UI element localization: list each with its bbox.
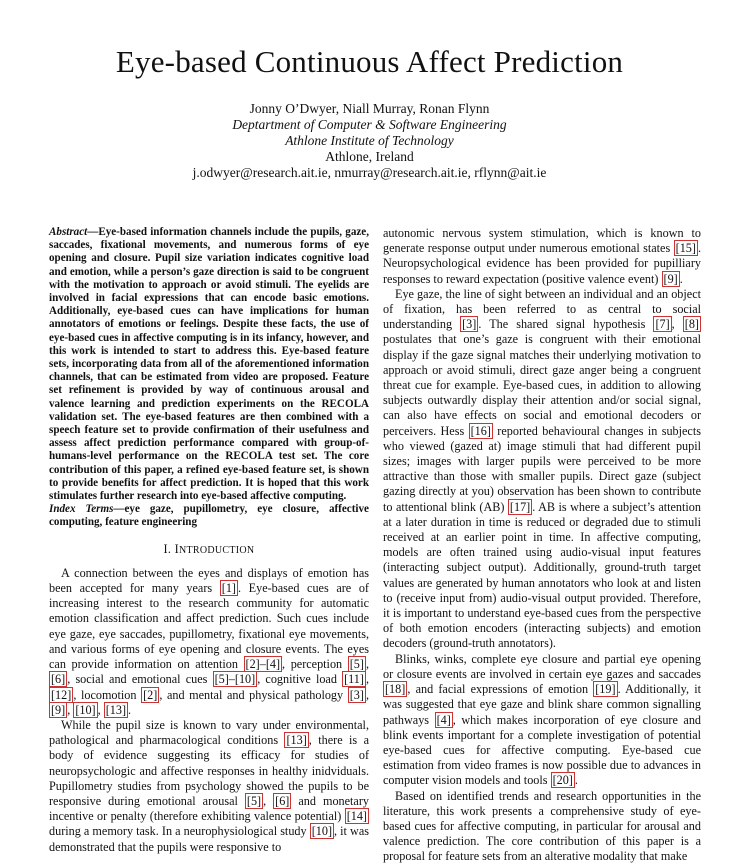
- citation-link[interactable]: [13]: [105, 702, 127, 717]
- paragraph-text: , it was demonstrated that the pupils were responsive to: [49, 824, 369, 854]
- author-emails: j.odwyer@research.ait.ie, nmurray@research.ait.ie, rflynn@ait.ie: [192, 165, 547, 180]
- paragraph-text: Eye gaze, the line of sight between an individual and an object of fixation, has been referred to as central to social understanding: [383, 286, 701, 332]
- paragraph-text: ,: [365, 687, 369, 702]
- citation-link[interactable]: [19]: [595, 682, 616, 697]
- citation-link[interactable]: [2]: [143, 687, 158, 702]
- index-terms-text: —eye gaze, pupillometry, eye closure, affective computing, feature engineering: [49, 503, 369, 529]
- paragraph-text: reported behavioural changes in subjects who viewed (gazed at) image stimuli that had different pupil sizes; images with larger pupils were perceived to be more attractive than those with smaller pupils. Direct gaze (subject gazing directly at you) observation has been shown to contribute to attentional blink (AB): [383, 423, 701, 514]
- paragraph-text: While the pupil size is known to vary under environmental, pathological and pharmacological conditions: [49, 717, 369, 748]
- paragraph-text: . Additionally, it was suggested that eye gaze and blink share common signalling pathways: [383, 682, 701, 727]
- paragraph-text: , which makes incorporation of eye closure and blink events important for a complete investigation of potential eye-based cues for affective computing. Eye-based cue estimation from video frames is now possible due to advances in computer vision models and tools: [383, 712, 702, 788]
- author-department: Deptartment of Computer & Software Engineering: [232, 117, 507, 132]
- paragraph-text: Blinks, winks, complete eye closure and partial eye opening or closure events are involved in certain eye gazes and saccades: [383, 651, 701, 681]
- intro-paragraph-2: [49, 718, 369, 855]
- citation-link[interactable]: [1]: [221, 581, 236, 596]
- intro-paragraph-3: [383, 287, 701, 652]
- intro-paragraph-2-continued: [383, 226, 701, 287]
- citation-link[interactable]: [10]: [75, 702, 96, 717]
- citation-link[interactable]: [15]: [675, 241, 696, 256]
- citation-link[interactable]: [14]: [346, 809, 367, 824]
- abstract-lead: Abstract: [49, 226, 88, 238]
- citation-link[interactable]: [10]: [311, 824, 333, 839]
- paragraph-text: . The shared signal hypothesis: [478, 317, 654, 332]
- section-heading: [49, 542, 369, 558]
- citation-link[interactable]: [4]: [436, 712, 451, 727]
- author-location: Athlone, Ireland: [325, 149, 414, 164]
- paragraph-text: ,: [671, 317, 683, 332]
- citation-link[interactable]: [6]: [275, 793, 290, 808]
- paragraph-text: ,: [67, 702, 74, 717]
- section-rest: NTRODUCTION: [178, 544, 255, 556]
- abstract: [49, 226, 369, 503]
- paragraph-text: . Neuropsychological evidence has been provided for pupilliary responses to reward expectation (positive valence event): [383, 241, 701, 286]
- citation-link[interactable]: [2]–[4]: [245, 657, 281, 672]
- paragraph-text: , and facial expressions of emotion: [407, 682, 594, 697]
- paragraph-text: .: [574, 773, 578, 788]
- author-institute: Athlone Institute of Technology: [285, 133, 454, 148]
- right-column: [383, 226, 701, 865]
- citation-link[interactable]: [9]: [51, 702, 66, 717]
- citation-link[interactable]: [6]: [51, 672, 66, 687]
- paper-title: Eye-based Continuous Affect Prediction: [115, 44, 624, 79]
- abstract-text: —Eye-based information channels include the pupils, gaze, saccades, fixational movements, and numerous forms of eye opening and closure. Pupil size variation indicates cognitive load and emotion, while a person’s gaze direction is said to be congruent with the motivation to approach or avoid stimuli. The eyelids are involved in facial expressions that can encode basic emotions. Additionally, eye-based cues can have implications for human annotators of emotions or feelings. Despite these facts, the use of eye-based cues in affective computing is in its infancy, however, and this work is intended to start to address this. Eye-based feature sets, incorporating data from all of the aforementioned information channels, that can be estimated from video are proposed. Feature set refinement is provided by way of continuous arousal and valence learning and prediction experiments on the RECOLA validation set. The eye-based features are then combined with a speech feature set to provide confirmation of their usefulness and assess affect prediction performance compared with group-of-humans-level performance on the RECOLA test set. The core contribution of this paper, a refined eye-based feature set, is shown to provide benefits for affect prediction. It is hoped that this work stimulates further research into eye-based affective computing.: [49, 226, 369, 503]
- citation-link[interactable]: [17]: [509, 499, 531, 514]
- paragraph-text: ,: [97, 702, 104, 717]
- paragraph-text: , and mental and physical pathology: [159, 687, 348, 702]
- citation-link[interactable]: [5]: [349, 657, 364, 672]
- paragraph-text: .: [128, 702, 132, 717]
- paragraph-text: , perception: [282, 657, 348, 672]
- citation-link[interactable]: [9]: [663, 271, 678, 286]
- paragraph-text: .: [679, 271, 683, 286]
- left-column: [49, 226, 369, 855]
- citation-link[interactable]: [5]–[10]: [214, 672, 256, 687]
- author-names: Jonny O’Dwyer, Niall Murray, Ronan Flynn: [249, 101, 490, 116]
- citation-link[interactable]: [13]: [286, 733, 307, 748]
- index-terms-lead: Index Terms: [49, 503, 114, 516]
- paragraph-text: . Eye-based cues are of increasing interest to the research community for automatic emotion classification and affect prediction. Such cues include eye gaze, eye saccades, pupillometry, fixational eye movements, and various forms of eye opening and closure events. The eyes can provide information on attention: [49, 581, 369, 672]
- citation-link[interactable]: [11]: [344, 672, 364, 687]
- paragraph-text: and monetary incentive or penalty (therefore exhibiting valence potential): [49, 793, 369, 824]
- section-initial: I: [174, 541, 179, 556]
- paragraph-text: ,: [263, 793, 274, 808]
- paragraph-text: A connection between the eyes and displays of emotion has been accepted for many years: [49, 565, 369, 596]
- intro-paragraph-1: [49, 566, 369, 718]
- paragraph-text: , there is a body of evidence suggesting its efficacy for studies of neuropsychologic and affective responses in healthy inidviduals. Pupillometry studies from psychology showed the pupils to be responsive during emotional arousal: [49, 733, 369, 808]
- index-terms: [49, 503, 369, 529]
- intro-paragraph-4: [383, 652, 701, 789]
- citation-link[interactable]: [8]: [684, 317, 699, 332]
- paragraph-text: during a memory task. In a neurophysiological study: [49, 824, 310, 839]
- paragraph-text: , cognitive load: [257, 672, 343, 687]
- paragraph-text: ,: [365, 657, 369, 672]
- paragraph-text: autonomic nervous system stimulation, which is known to generate response output under numerous emotional states: [383, 226, 701, 256]
- citation-link[interactable]: [3]: [462, 317, 477, 332]
- author-block: [0, 101, 739, 181]
- paragraph-text: ,: [365, 672, 370, 687]
- citation-link[interactable]: [7]: [655, 317, 670, 332]
- citation-link[interactable]: [20]: [552, 773, 573, 788]
- paragraph-text: , social and emotional cues: [67, 672, 213, 687]
- paragraph-text: postulates that one’s gaze is congruent with their emotional display if the gaze signal matches their underlying motivation to approach or avoid stimuli, direct gaze anger being a congruent threat cue for example. Eye-based cues, in addition to allowing subjects outwardly display their attention and/or social signal, can also have effects on social and emotional decoders or perceivers. Hess: [383, 332, 701, 438]
- citation-link[interactable]: [3]: [349, 687, 364, 702]
- citation-link[interactable]: [18]: [385, 682, 406, 697]
- intro-paragraph-5: [383, 789, 701, 865]
- citation-link[interactable]: [16]: [470, 423, 491, 438]
- paragraph-text: Based on identified trends and research opportunities in the literature, this work presents a comprehensive study of eye-based cues for affective computing, in particular for arousal and valence prediction. The core contribution of this paper is a proposal for feature sets from an alterative modality that make: [383, 788, 701, 864]
- citation-link[interactable]: [12]: [51, 687, 72, 702]
- section-number: I.: [163, 541, 175, 556]
- citation-link[interactable]: [5]: [246, 793, 262, 808]
- paragraph-text: , locomotion: [73, 687, 142, 702]
- paragraph-text: . AB is where a subject’s attention at a later duration in time is reduced or degraded due to stimuli received at an earlier point in time. In affective computing, models are often trained using audio-visual input features (interacting subject output). Additionally, ground-truth target values are generated by human annotators who look at and listen to (receive input from) audio-visual output provided. Therefore, it is important to understand eye-based cues from the perspective of both emotion encoders (interacting subjects) and emotion decoders (ground-truth annotators).: [383, 499, 701, 651]
